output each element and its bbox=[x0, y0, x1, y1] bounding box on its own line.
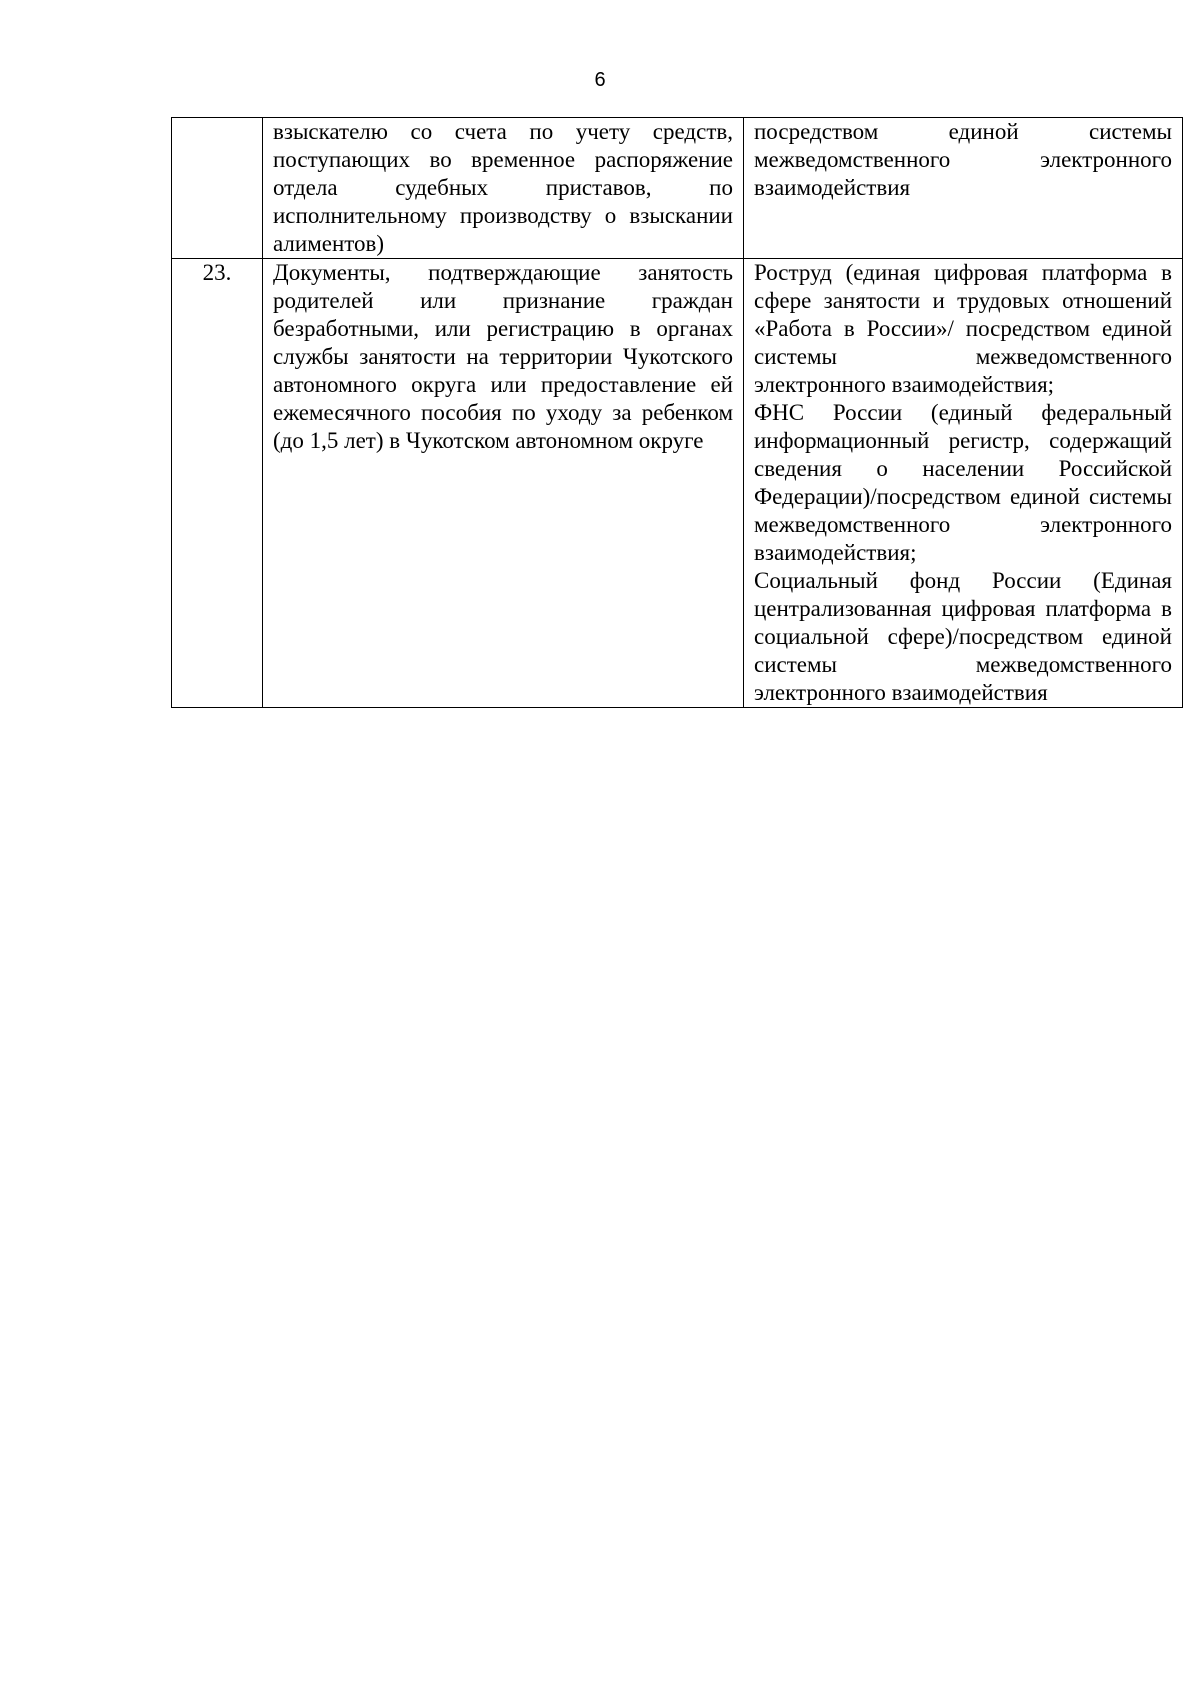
document-description: Документы, подтверждающие занятость родителей или признание граждан безработными, или регистрацию в органах службы занятости на территории Чукотского автономного округа или предоставление ей ежемесячного пособия по уходу за ребенком (до 1,5 лет) в Чукотском автономном округе bbox=[263, 259, 744, 708]
source-paragraph: Социальный фонд России (Единая централизованная цифровая платформа в социальной сфере)/посредством единой системы межведомственного электронного взаимодействия bbox=[754, 568, 1172, 705]
table-row bbox=[172, 259, 1183, 708]
source-paragraph: Роструд (единая цифровая платформа в сфере занятости и трудовых отношений «Работа в России»/ посредством единой системы межведомственного электронного взаимодействия; bbox=[754, 260, 1172, 397]
document-description: взыскателю со счета по учету средств, поступающих во временное распоряжение отдела судебных приставов, по исполнительному производству о взыскании алиментов) bbox=[263, 118, 744, 259]
information-source bbox=[744, 118, 1183, 259]
row-number bbox=[172, 118, 263, 259]
table-row bbox=[172, 118, 1183, 259]
information-source bbox=[744, 259, 1183, 708]
page-number: 6 bbox=[594, 69, 606, 91]
source-paragraph: ФНС России (единый федеральный информационный регистр, содержащий сведения о населении Российской Федерации)/посредством единой системы межведомственного электронного взаимодействия; bbox=[754, 400, 1172, 565]
documents-table bbox=[171, 117, 1183, 708]
source-paragraph: посредством единой системы межведомственного электронного взаимодействия bbox=[754, 119, 1172, 200]
row-number: 23. bbox=[172, 259, 263, 708]
